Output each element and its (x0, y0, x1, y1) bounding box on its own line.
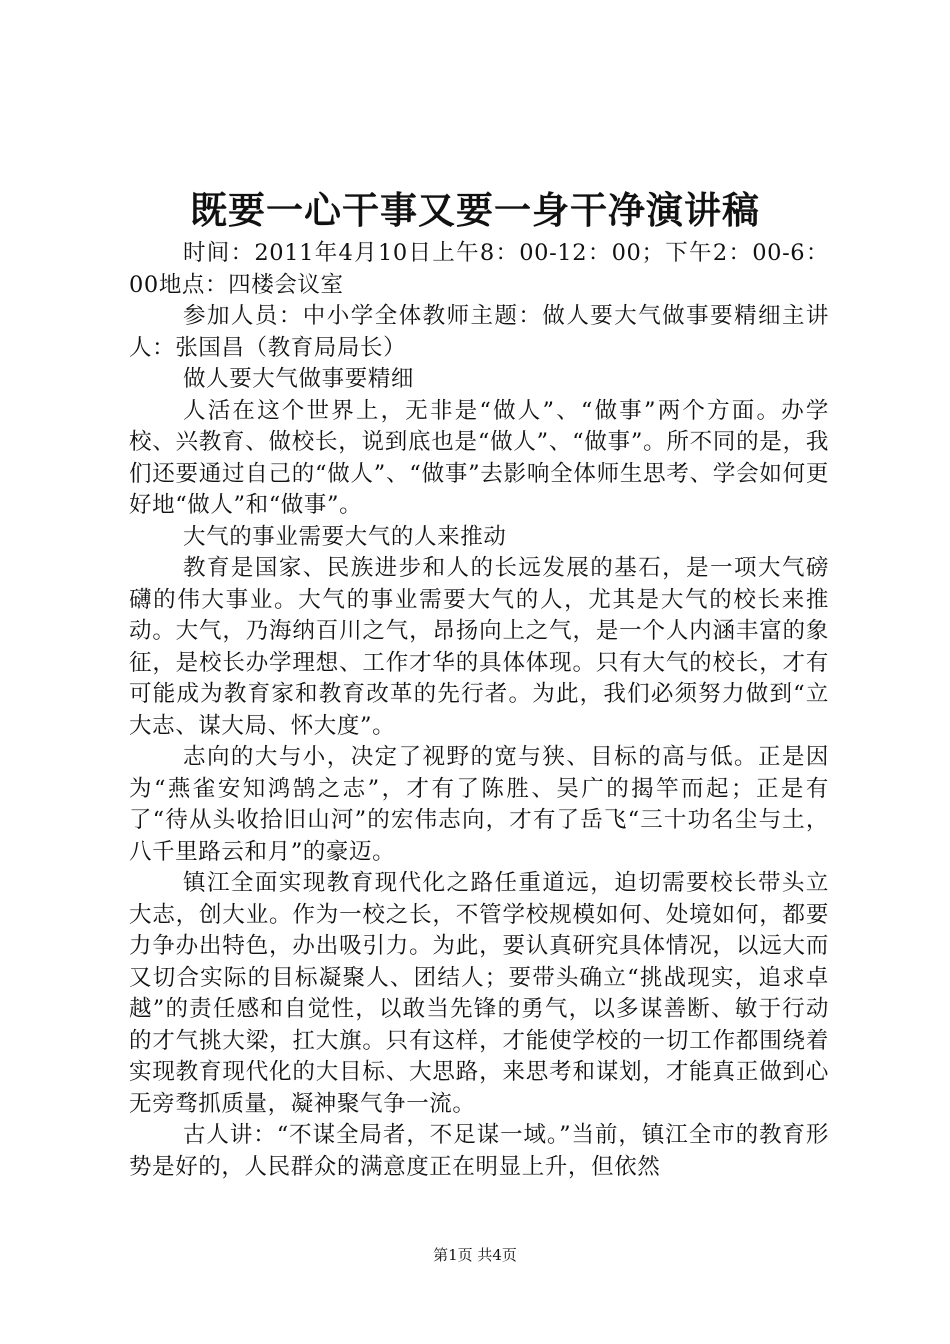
paragraph-education-cause: 教育是国家、民族进步和人的长远发展的基石，是一项大气磅礴的伟大事业。大气的事业需要大气的人，尤其是大气的校长来推动。大气，乃海纳百川之气，昂扬向上之气，是一个人内涵丰富的象征，是校长办学理想、工作才华的具体体现。只有大气的校长，才有可能成为教育家和教育改革的先行者。为此，我们必须努力做到“立大志、谋大局、怀大度”。 (129, 555, 829, 739)
page-footer: 第1页 共4页 (433, 1246, 517, 1264)
paragraph-participants: 参加人员：中小学全体教师主题：做人要大气做事要精细主讲人：张国昌（教育局局长） (129, 303, 829, 361)
document-title: 既要一心干事又要一身干净演讲稿 (190, 188, 760, 232)
paragraph-time-location: 时间：2011年4月10日上午8：00-12：00；下午2：00-6：00地点：四楼会议室 (129, 240, 829, 298)
paragraph-intro: 人活在这个世界上，无非是“做人”、“做事”两个方面。办学校、兴教育、做校长，说到底也是“做人”、“做事”。所不同的是，我们还要通过自己的“做人”、“做事”去影响全体师生思考、学会如何更好地“做人”和“做事”。 (129, 397, 829, 518)
paragraph-zhenjiang-goals: 镇江全面实现教育现代化之路任重道远，迫切需要校长带头立大志，创大业。作为一校之长，不管学校规模如何、处境如何，都要力争办出特色，办出吸引力。为此，要认真研究具体情况，以远大而又切合实际的目标凝聚人、团结人；要带头确立“挑战现实，追求卓越”的责任感和自觉性，以敢当先锋的勇气，以多谋善断、敏于行动的才气挑大梁，扛大旗。只有这样，才能使学校的一切工作都围绕着实现教育现代化的大目标、大思路，来思考和谋划，才能真正做到心无旁骛抓质量，凝神聚气争一流。 (129, 870, 829, 1117)
document-body (129, 238, 829, 1183)
section-heading-main: 做人要大气做事要精细 (183, 366, 415, 392)
section-heading-grand-cause: 大气的事业需要大气的人来推动 (183, 523, 507, 550)
paragraph-ambition: 志向的大与小，决定了视野的宽与狭、目标的高与低。正是因为“燕雀安知鸿鹄之志”，才有了陈胜、吴广的揭竿而起；正是有了“待从头收拾旧山河”的宏伟志向，才有了岳飞“三十功名尘与土，八千里路云和月”的豪迈。 (129, 744, 829, 865)
paragraph-overall-situation: 古人讲：“不谋全局者，不足谋一域。”当前，镇江全市的教育形势是好的，人民群众的满意度正在明显上升，但依然 (129, 1122, 829, 1180)
